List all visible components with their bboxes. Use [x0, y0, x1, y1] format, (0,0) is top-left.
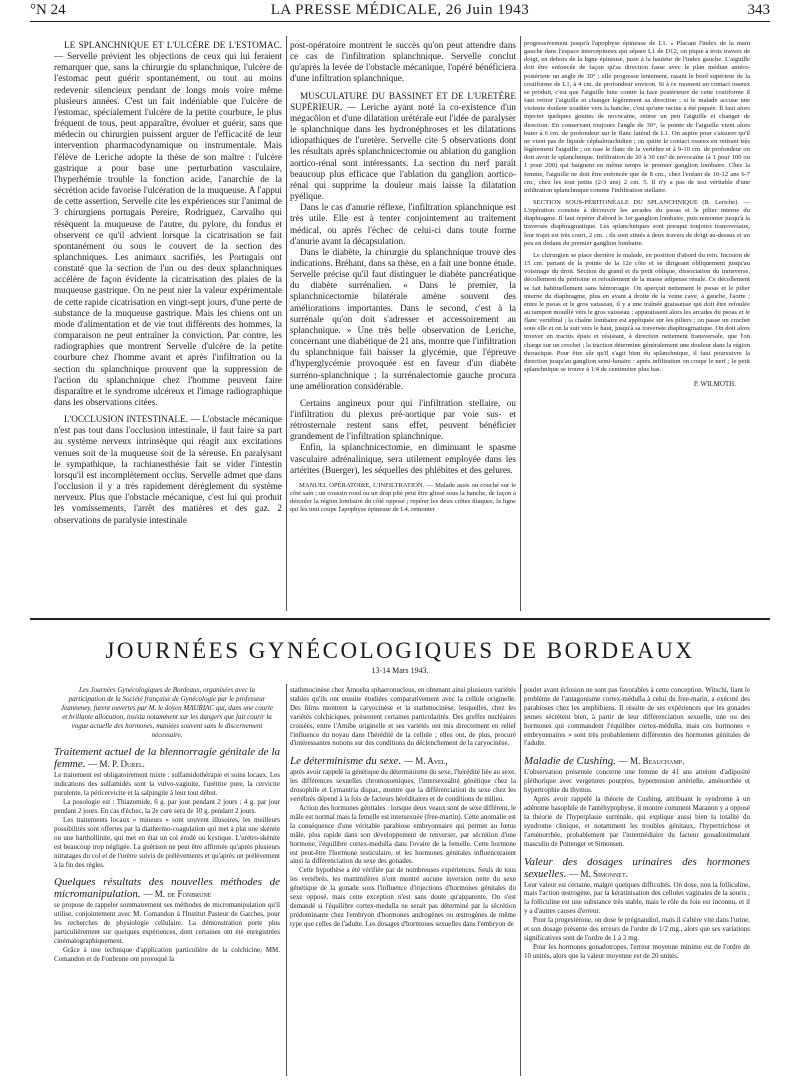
page-number: 343: [747, 2, 770, 18]
paragraph: Les traitements locaux « mineurs » sont souvent illusoires, les meilleurs possibilités sont offertes par la diathermo-coagulation qui met à plat une skénite ou une barthollinite, qui met en état un col érodé ou kystique. L'urétro-skénite est beaucoup trop négligée. La guérison ne peut être affirmée qu'après plusieurs nitratages du col et de l'urètre suivis de prélèvements et qu'après un prélèvement à la fin des règles.: [54, 815, 280, 869]
section-dates: 13-14 Mars 1943.: [371, 666, 429, 675]
running-header: [30, 2, 770, 20]
issue-number: °N 24: [30, 2, 66, 18]
paragraph: LE SPLANCHNIQUE ET L'ULCÈRE DE L'ESTOMAC. — Servelle prévient les objections de ceux qui lui feraient remarquer que, sans la chirurgie du splanchnique, l'ulcère de l'estomac peut guérir spontanément, ou tout au moins redevenir silencieux pendant de longs mois voire même plusieurs années. C'est un fait indéniable que l'ulcère de l'estomac, spécialement l'ulcère de la petite courbure, le plus fréquent de tous, peut apparaître, évoluer et guérir, sans que médecin ou chirurgien puissent arguer de l'efficacité de leur intervention pharmacodynamique ou instrumentale. Mais l'élève de Leriche adopte la thèse de son maître : l'ulcère gastrique a pour base une perturbation vasculaire, l'hyperhémie trouble la fonction acide, l'anarchie de la sécrétion acide favorise l'ulcération de la muqueuse. A l'appui de cette assertion, Servelle cite les expériences sur l'animal de 3 chirurgiens portugais Pereire, Rodriguez, Carvalho qui résèquent la muqueuse de l'autre, du pylore, du fondus et observent ce qu'il advient lorsque la cicatrisation se fait spontanément ou sous le couvert de la section des splanchniques. Les animaux sacrifiés, les Portugais ont constaté que la section de l'un ou des deux splanchniques accélère de façon évidente la cicatrisation des plaies de la muqueuse gastrique. On ne peut nier la valeur expérimentale de cette rapide cicatrisation en vingt-sept jours, d'une perte de substance de la muqueuse gastrique. Mais les chiens ont un mode d'alimentation et de vie tout différents des hommes, la comparaison ne peut entraîner la conviction. Par contre, les radiographies que montrent Servelle d'ulcère de la petite courbure chez l'homme avant et après l'infiltration ou la section du splanchnique prouvent que la suppression de l'action du splanchnique chez l'homme peuvent faire disparaître et le syndrome ulcéreux et l'image radiographique dans les observations citées.: [54, 40, 282, 407]
section-title: JOURNÉES GYNÉCOLOGIQUES DE BORDEAUX: [105, 638, 695, 663]
paragraph: Action des hormones génitales : lorsque deux veaux sont de sexe différent, le mâle est normal mais la femelle est intersexuée (free-martin). Cette anomalie est la conséquence d'une véritable parabiose embryonnaire qui permet au fœtus mâle, plus rapide dans son développement de renverser, par sécrétion d'une hormone, l'équilibre cortex-medulla dans l'ovaire de la femelle. Cette hormone est peut-être l'hormone testiculaire, et les hormones génitales influenceraient ainsi la différenciation du sexe des gonades.: [290, 803, 516, 866]
paragraph: progressivement jusqu'à l'apophyse épineuse de L1. « Placant l'index de la main gauche dans l'espace intercépineux qui sépare L1 de D12, on pique à trois travers de doigt, en dehors de la ligne épineuse, juste à la hauteur de l'index gauche. L'aiguille doit être enfoncée de façon qu'sa direction fasse avec le plan médian antéro-postérieur un angle de 30° ; elle progresse lentement, rasant le bord supérieur de la costiforme de L1, à 4 cm. de profondeur environ. Si à ce moment un contact osseux se produit, c'est que l'aiguille bute contre la face postérieure de cette costiforme il faut retirer l'aiguille et changer légèrement sa direction ; si le malade accuse une violente douleur irradiée vers la hanche, c'est qu'une racine a été piquée. Il faut alors injecter quelques gouttes de novocaïne, retirer un peu l'aiguille et changer de direction. En conservant toujours l'angle de 30°, la pointe de l'aiguille vient alors buter à 6 cm. de profondeur sur le flanc latéral de L1. On aspire pour s'assurer qu'il ne vient pas de liquide céphalorachidien ; on quitte le contact osseux en retirant très légèrement l'aiguille ; on rase le flanc de la vertèbre et à 9-10 cm. de profondeur on doit avoir le splanchnique. Infiltration de 20 à 30 cm³ de novocaïne (à 1 pour 100 ou 1 pour 200) qui baignent en même temps le premier ganglion lombaire. Chez la femme, l'aiguille ne doit être enfoncée que de 8 cm., chez l'enfant de 10-12 ans 6-7 cm., chez les tout petits (2-3 ans) 2 cm. 5. Il n'y a pas de test véritable d'une infiltration splanchnique comme l'infiltration stellaire.: [524, 40, 750, 194]
paragraph: poulet avant éclosion ne sont pas favorables à cette conception. Witschi, liant le problème de l'antagonisme cortex-médulla à celui du free-marin, a exécuté des parabioses chez les amphibiens. Il résulte de ses expériences que les gonades jeunes sécrètent bien, à partir de leur différenciation sexuelle, une ou des hormones qui commandent l'équilibre cortex-médulla, mais ces hormones « embryonnaires » sont très probablement différentes des hormones génitales de l'adulte.: [524, 686, 750, 748]
paragraph: L'OCCLUSION INTESTINALE. — L'obstacle mécanique n'est pas tout dans l'occlusion intestinale, il faut faire sa part au système nerveux intrinsèque qui réagit aux excitations venues soit de la muqueuse soit de la séreuse. En paralysant le sympathique, la rachianesthésie fait se vider l'intestin lorsqu'il est incomplètement occlus. Servelle admet que dans l'occlusion il y a très rapidement dérèglement du système nerveux. Plus que l'obstacle mécanique, c'est lui qui produit les vomissements, l'arrêt des matières et des gaz. 2 observations de paralysie intestinale: [54, 414, 282, 525]
paragraph: post-opératoire montrent le succès qu'on peut attendre dans ce cas de l'infiltration splanchnique. Servelle conclut qu'après la levée de l'obstacle mécanique, l'opéré bénéficiera d'une infiltration splanchnique.: [290, 40, 516, 84]
journal-title: LA PRESSE MÉDICALE, 26 Juin 1943: [270, 2, 530, 18]
article-heading: Valeur des dosages urinaires des hormones sexuelles. — M. Simonnet.: [524, 855, 750, 880]
paragraph: Après avoir rappelé la théorie de Cushing, attribuant le syndrome à un adénome basophile de l'antéhypophyse, il montre comment Maranon y a opposé la théorie de l'hyperplasie surrénale, qui explique aussi bien la totalité du syndrome clinique, et notamment les troubles génitaux, l'hypertrichose et l'aménorrhée, probablement par l'intermédiaire du facteur gonadostimulant masculin de Pottenger et Simonsen.: [524, 795, 750, 848]
technique-note: [290, 482, 516, 515]
paragraph: Grâce à une technique d'application particulière de la colchicine, MM. Comandon et de Fonbrune ont provoqué la: [54, 945, 280, 963]
paragraph: Le traitement est obligatoirement mixte : sulfamidothérapie et soins locaux. Les indications des sulfamidés sont la vulvo-vaginite, l'urétrite pure, la cervicite purulente, la péricervicite et la salpingite à leur tout début.: [54, 771, 280, 798]
bottom-column-3: [524, 686, 750, 1078]
article-heading: Traitement actuel de la blennorragie génitale de la femme. — M. P. Durel.: [54, 746, 280, 771]
paragraph: Enfin, la splanchnicectomie, en diminuant le spasme vasculaire adrénalinique, sera utilement employée dans les artérites (Buerger), les séquelles des phlébites et des gelures.: [290, 442, 516, 475]
article-heading: Quelques résultats des nouvelles méthodes de micromanipulation. — M. de Fonbrune: [54, 876, 280, 901]
top-column-3: [524, 40, 750, 612]
paragraph: Pour les hormones gonadotropes, l'erreur moyenne minime est de l'ordre de 10 unités, alors que la valeur moyenne est de 20 unités.: [524, 942, 750, 960]
paragraph: Le chirurgien se place derrière le malade, en position d'abord du rein. Incision de 15 cm. partant de la pointe de la 12e côte et se dirigeant obliquement jusqu'au voisinage du droit. Section du grand et du petit oblique, dissociation du transverse, décollement du péritoine et refoulement de la masse adipeuse rénale. Ce décollement se fait habituellement sans hémorragie. On aperçoit nettement le psoas et le pilier interne du diaphragme, plus en avant à droite de la veine cave, à gauche, l'aorte ; entre le psoas et le gros vaisseau, il y a une traînée graisseuse qui doit être refoulée au tampon mouillé vers le gros vaisseau ; apparaissent alors les arcades du psoas et le flanc vertébral ; la chaîne lombaire est appliquée sur les piliers ; on passe un crochet sous elle et on la suit vers le haut, jusqu'à sa traversée diaphragmatique. On doit alors trouver un tractus épais et résistant, à direction nettement transversale, que l'on charge sur un crochet ; la traction détermine généralement une douleur dans la région thoracique. Pour être sûr qu'il s'agit bien du splanchnique, il faut poursuivre la direction jusqu'au ganglion semi-lunaire : après infiltration on coupe le nerf ; le petit splanchnique se trouve à 1/4 de centimètre plus bas.: [524, 251, 750, 374]
bottom-column-2: [290, 686, 516, 1078]
paragraph: Leur valeur est certaine, malgré quelques difficultés. On dose, non la folliculine, mais l'action œstrogène, par la kératinisation des cellules vaginales de la souris ; la folliculine est une substance très stable, mais le rôle du foie est inconnu, et il y a d'autres causes d'erreur.: [524, 880, 750, 916]
paragraph: stathmocinèse chez Amoeba sphaeronucleus, en obtenant ainsi plusieurs variétés stables qu'ils ont ensuite étudiées comparativement avec la cellule originelle. Des films montrent la caryocinèse et la stathmocinèse, lesquelles, chez les variétés colchiciques, présentent certaines particularités. Des greffes nucléaires croisées, entre l'Amibe originelle et ses variétés ont mis directement en relief l'influence du noyau dans l'hérédité de la cellule ; elles ont, de plus, procuré d'intéressantes notions sur des conditions du déclenchement de la caryocinèse.: [290, 686, 516, 748]
paragraph: Certains angineux pour qui l'infiltration stellaire, ou l'infiltration du plexus pré-aortique par voie sus- et rétrosternale restent sans effet, peuvent bénéficier grandement de l'infiltration splanchnique.: [290, 397, 516, 442]
paragraph: après avoir rappelé la génétique du déterminisme du sexe, l'hérédité liée au sexe, les différences sexuelles chromosomiques, l'intersexualité génétique chez la drosophile et Lymantria dispar., montre que la différenciation du sexe chez les vertébrés dépend à la fois de facteurs héréditaires et de conditions de milieu.: [290, 768, 516, 804]
author-signature: P. WILMOTH.: [693, 380, 736, 389]
top-column-2: [290, 40, 516, 612]
column-divider: [286, 684, 287, 1076]
paragraph: Cette hypothèse a été vérifiée par de nombreuses expériences. Seuls de tous les vertébrés, les mammifères n'ont montré aucune inversion nette du sexe génétique de la gonade sous l'influence d'injections d'hormones génitales du sexe opposé, mais cette exception n'est sans doute qu'apparente. On s'est demandé si l'équilibre cortex-medulla ne serait pas déterminé par la sécrétion prédominante chez l'embryon d'hormones androgènes ou œstrogènes de même type que celles de l'adulte. Les dosages d'hormones sexuelles dans l'embryon de: [290, 866, 516, 928]
paragraph: se propose de rappeler sommairement ses méthodes de micromanipulation qu'il utilise, conjointement avec M. Comandon à l'Institut Pasteur de Garches, pour les recherches de physiologie cellulaire. La démonstration porte plus particulièrement sur quelques expériences, dont certaines ont été enregistrées cinématographiquement.: [54, 901, 280, 946]
bottom-column-1: [54, 686, 280, 1078]
section-rule: [30, 618, 770, 620]
paragraph: L'observation présentée concerne une femme de 41 ans atteinte d'adiposité pléthorique avec vergetures pourpres, hypertension artérielle, aménorrhée et hypertrophie du thymus.: [524, 768, 750, 795]
paragraph: SECTION SOUS-PÉRITONÉALE DU SPLANCHNIQUE (R. Leriche). — L'opération consiste à découvrir les arcades du psoas et le pilier interne du diaphragme. Il faut repérer d'abord le 1er ganglion lombaire, puis remonter jusqu'à la traversée diaphragmatique. Les splanchniques sont presque toujours transversaux, leur trajet est très court, 2 cm. ; ils sont situés à deux travers de doigt au-dessus et un peu en dedans du premier ganglion lombaire.: [524, 198, 750, 247]
column-divider: [520, 684, 521, 1076]
top-column-1: [54, 40, 282, 612]
article-heading: Maladie de Cushing. — M. Beauchamp.: [524, 755, 685, 768]
paragraph: MUSCULATURE DU BASSINET ET DE L'URETÈRE SUPÉRIEUR. — Leriche ayant noté la co-existence d'un mégacôlon et d'une dilatation urétérale eut l'idée de paralyser le splanchnique dans les hydronéphroses et les dilatations idiopathiques de l'uretère. Servelle cite 5 observations dont les résultats après splanchnicectomie ou ablation du ganglion aortico-rénal sont intéressants. La section du nerf paraît beaucoup plus efficace que l'ablation du ganglion aortico-rénal qui supprime la douleur mais laisse la dilatation pyélique.: [290, 90, 516, 202]
paragraph: Pour la progestérone, on dose le prégnandiol, mais il s'altère vite dans l'urine, et son dosage présente des erreurs de l'ordre de 1/2 mg., alors que ses variations significatives sont de l'ordre de 1 à 2 mg.: [524, 916, 750, 942]
paragraph: Dans le diabète, la chirurgie du splanchnique trouve des indications. Bréhant, dans sa thèse, en a fait une bonne étude. Servelle précise qu'il faut distinguer le diabète pancréatique du diabète surrénalien. « Dans le premier, la splanchnicectomie bilatérale amène souvent des améliorations importantes. Dans le second, c'est à la surrénale qu'on doit s'adresser et accessoirement au splanchnique. » Une très belle observation de Leriche, concernant une diabétique de 21 ans, montre que l'infiltration du splanchnique fait baisser la glycémie, que l'épreuve d'hyperglycémie provoquée est en faveur d'un diabète surréno-splanchnique ; la surrénalectomie gauche procura une amélioration considérable.: [290, 246, 516, 391]
column-divider: [520, 36, 521, 611]
header-rule: [30, 21, 770, 22]
paragraph: MANUEL OPÉRATOIRE, L'INFILTRATION. — Malade assis ou couché sur le côté sain ; un coussin rond ou un drap plié peut être glissé sous la hanche, de façon à dérouler la région lombaire du côté opposé ; repérer les deux crêtes iliaques, la ligne qui les unit coupe l'apophyse épineuse de L4. remonter: [290, 481, 516, 514]
paragraph: La posologie est : Thiazomide, 6 g. par jour pendant 2 jours ; 4 g. par jour pendant 2 jours. En cas d'échec, la 2e cure sera de 10 g. pendant 2 jours.: [54, 798, 280, 816]
intro-paragraph: Les Journées Gynécologiques de Bordeaux, organisées avec la participation de la Société française de Gynécologie par le professeur Jeanneney, furent ouvertes par M. le doyen MAURIAC qui, dans une courte et brillante allocution, insista notamment sur les dangers que fait courir la vogue actuelle des hormones, maniées souvent sans le discernement nécessaire.: [60, 686, 274, 739]
article-heading: Le déterminisme du sexe. — M. Avel,: [290, 755, 448, 768]
column-divider: [286, 36, 287, 611]
paragraph: Dans le cas d'anurie réflexe, l'infiltration splanchnique est très utile. Elle est à tenter conjointement au traitement médical, ou après l'échec de celui-ci dans toute forme d'anurie avant la décapsulation.: [290, 202, 516, 246]
